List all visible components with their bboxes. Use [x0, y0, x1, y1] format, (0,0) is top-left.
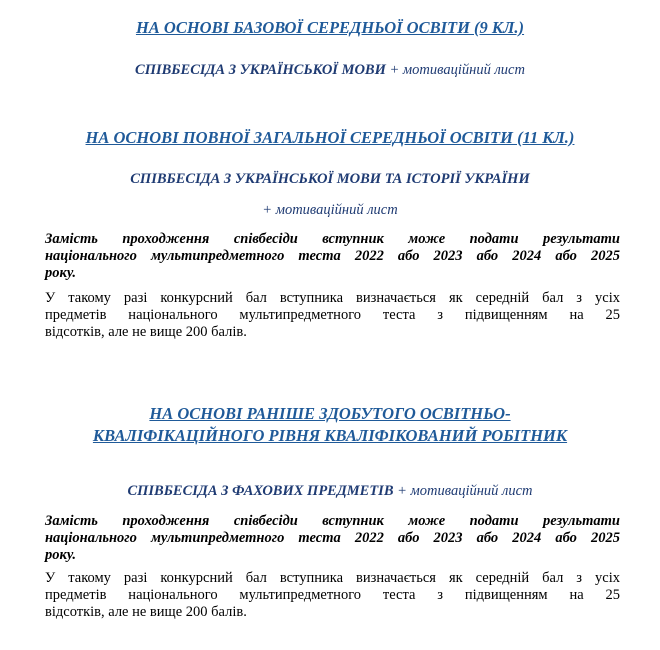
heading-full-general-secondary: [40, 127, 620, 149]
heading-basic-secondary: [40, 17, 620, 39]
note-line: національного мультипредметного теста 2022 або 2023 або 2024 або 2025: [45, 248, 620, 264]
heading-qualified-worker-line2: КВАЛІФІКАЦІЙНОГО РІВНЯ КВАЛІФІКОВАНИЙ РОБІТНИК: [92, 426, 568, 445]
body-line: У такому разі конкурсний бал вступника визначається як середній бал з усіх: [45, 290, 620, 306]
subheading-interview-ukrainian-history: [40, 170, 620, 188]
subheading-bold-text: СПІВБЕСІДА З УКРАЇНСЬКОЇ МОВИ: [135, 62, 386, 78]
subheading-motivation-letter: [40, 201, 620, 219]
subheading-bold-text: СПІВБЕСІДА З УКРАЇНСЬКОЇ МОВИ ТА ІСТОРІЇ УКРАЇНИ: [130, 171, 530, 187]
subheading-tail-text: + мотиваційний лист: [389, 62, 525, 78]
note-line: року.: [45, 265, 76, 281]
note-line: року.: [45, 547, 76, 563]
subheading-interview-professional: [40, 482, 620, 500]
subheading-interview-ukrainian: [40, 61, 620, 79]
subheading-tail-text: + мотиваційний лист: [397, 483, 533, 499]
body-line: предметів національного мультипредметного теста з підвищенням на 25: [45, 587, 620, 603]
body-line: У такому разі конкурсний бал вступника визначається як середній бал з усіх: [45, 570, 620, 586]
note-line: Замість проходження співбесіди вступник може подати результати: [45, 513, 620, 529]
heading-basic-secondary-text: НА ОСНОВІ БАЗОВОЇ СЕРЕДНЬОЇ ОСВІТИ (9 КЛ.): [135, 18, 525, 37]
body-line: відсотків, але не вище 200 балів.: [45, 324, 247, 340]
note-paragraph-nmt-section3: [45, 513, 620, 564]
body-line: предметів національного мультипредметного теста з підвищенням на 25: [45, 307, 620, 323]
heading-full-general-secondary-text: НА ОСНОВІ ПОВНОЇ ЗАГАЛЬНОЇ СЕРЕДНЬОЇ ОСВІТИ (11 КЛ.): [85, 128, 575, 147]
body-line: відсотків, але не вище 200 балів.: [45, 604, 247, 620]
heading-qualified-worker-line1: НА ОСНОВІ РАНІШЕ ЗДОБУТОГО ОСВІТНЬО-: [149, 404, 511, 423]
body-paragraph-score-section2: [45, 290, 620, 341]
note-paragraph-nmt-section2: [45, 231, 620, 282]
note-line: національного мультипредметного теста 2022 або 2023 або 2024 або 2025: [45, 530, 620, 546]
body-paragraph-score-section3: [45, 570, 620, 621]
subheading-bold-text: СПІВБЕСІДА З ФАХОВИХ ПРЕДМЕТІВ: [127, 483, 394, 499]
note-line: Замість проходження співбесіди вступник може подати результати: [45, 231, 620, 247]
heading-qualified-worker: [40, 403, 620, 447]
subheading-tail-text: + мотиваційний лист: [262, 202, 398, 218]
